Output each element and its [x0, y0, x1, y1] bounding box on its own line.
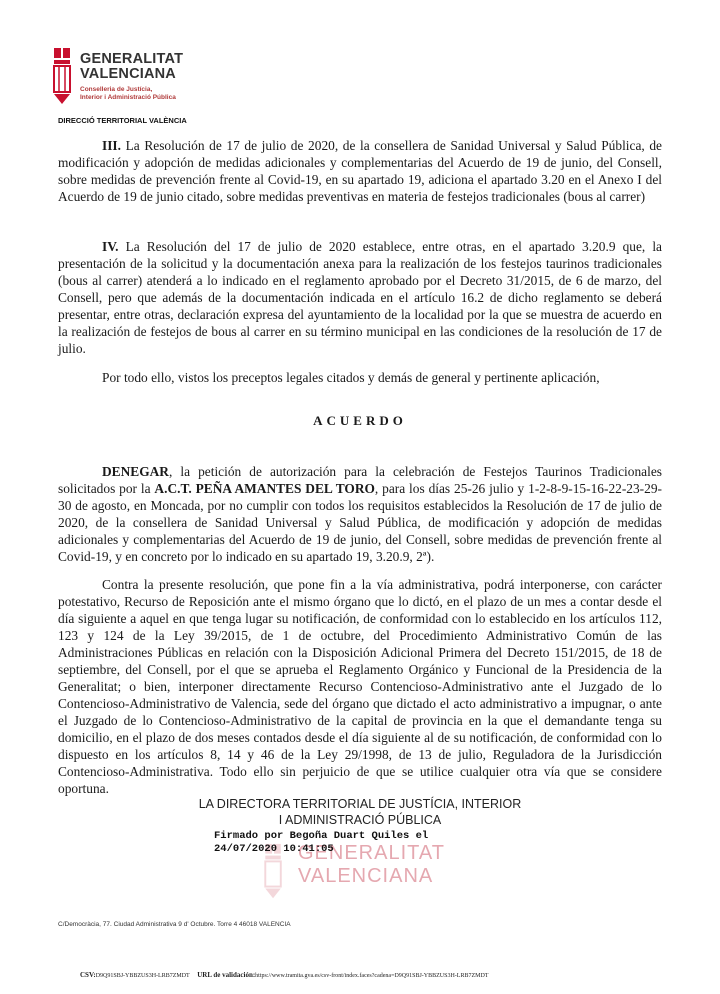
- footer-address: C/Democràcia, 77. Ciudad Administrativa 9 d' Octubre. Torre 4 46018 VALENCIA: [58, 921, 291, 928]
- paragraph-denegar: DENEGAR, la petición de autorización para la celebración de Festejos Taurinos Tradicionales solicitados por la A.C.T. PEÑA AMANTES DEL TORO, para los días 25-26 julio y 1-2-8-9-15-16-22-23-29-30 de agosto, en Moncada, por no cumplir con todos los requisitos establecidos la Resolución de 17 de julio de 2020, de la consellera de Sanidad Universal y Salud Pública, de modificación y adopción de medidas adicionales y complementarias del Acuerdo de 19 de junio, del Consell, sobre medidas de prevención frente al Covid-19, y en concreto por lo indicado en su apartado 19, 3.20.9, 2ª).: [58, 464, 662, 564]
- stamp-watermark: GENERALITAT VALENCIANA: [298, 842, 445, 887]
- validation-url[interactable]: https://www.tramita.gva.es/csv-front/index.faces?cadena=D9Q91SBJ-YBBZUS3H-LRB7ZMDT: [255, 973, 489, 979]
- paragraph-por-todo: Por todo ello, vistos los preceptos legales citados y demás de general y pertinente aplicación,: [102, 370, 600, 385]
- csv-line: CSV:D9Q91SBJ-YBBZUS3H-LRB7ZMDT URL de validación:https://www.tramita.gva.es/csv-front/index.faces?cadena=D9Q91SBJ-YBBZUS3H-LRB7ZMDT: [80, 971, 489, 979]
- paragraph-recursos: Contra la presente resolución, que pone fin a la vía administrativa, podrá interponerse, con carácter potestativo, Recurso de Reposición ante el mismo órgano que lo dictó, en el plazo de un mes a contar desde el día siguiente a aquel en que tenga lugar su notificación, de conformidad con lo establecido en los artículos 112, 123 y 124 de la Ley 39/2015, de 1 de octubre, del Procedimiento Administrativo Común de las Administraciones Públicas en relación con la Disposición Adicional Primera del Decreto 151/2015, de 18 de septiembre, del Consell, por el que se aprueba el Reglamento Orgánico y Funcional de la Presidencia de la Generalitat; o bien, interponer directamente Recurso Contencioso-Administrativo ante el Juzgado de lo Contencioso-Administrativo de Valencia, sede del órgano que dictado el acto administrativo a impugnar, o ante el Juzgado de lo Contencioso-Administrativo de la capital de provincia en la que el demandante tenga su domicilio, en el plazo de dos meses contados desde el día siguiente al de su notificación, de conformidad con lo dispuesto en los artículos 8, 14 y 46 de la Ley 29/1998, de 13 de julio, Reguladora de la Jurisdicción Contencioso-Administrativa. Todo ello sin perjuicio de que se utilice cualquier otra vía que se considere oportuna.: [58, 577, 662, 796]
- generalitat-logo-icon: [52, 46, 74, 110]
- paragraph-iv: IV. La Resolución del 17 de julio de 2020 establece, entre otras, en el apartado 3.20.9 que, la presentación de la solicitud y la documentación anexa para la realización de los festejos taurinos tradicionales (bous al carrer) atenderá a lo indicado en el reglamento aprobado por el Decreto 31/2015, de 6 de marzo, del Consell, pero que además de la documentación indicada en el artículo 16.2 de dicho reglamento se deberá presentar, entre otras, declaración expresa del ayuntamiento de la localidad por la que se muestra de acuerdo en la realización de festejos de bous al carrer en su término municipal en las condiciones de la resolución de 17 de julio.: [58, 239, 662, 356]
- acuerdo-heading: ACUERDO: [313, 413, 407, 428]
- org-name: GENERALITAT VALENCIANA: [80, 51, 184, 82]
- directorate-label: DIRECCIÓ TERRITORIAL VALÈNCIA: [58, 116, 187, 125]
- signature-title: LA DIRECTORA TERRITORIAL DE JUSTÍCIA, INTERIOR I ADMINISTRACIÓ PÚBLICA: [198, 797, 522, 827]
- conselleria-name: Conselleria de Justícia, Interior i Administració Pública: [80, 86, 176, 101]
- paragraph-iii: III. La Resolución de 17 de julio de 2020, de la consellera de Sanidad Universal y Salud Pública, de modificación y adopción de medidas adicionales y complementarias del Acuerdo de 19 de junio, del Consell, sobre medidas de prevención frente al Covid-19, en su apartado 19, adiciona el apartado 3.20 en el Anexo I del Acuerdo de 19 de junio citado, sobre medidas preventivas en materia de festejos tradicionales (bous al carrer): [58, 138, 662, 204]
- digital-signature: Firmado por Begoña Duart Quiles el 24/07/2020 10:41:05: [214, 830, 429, 855]
